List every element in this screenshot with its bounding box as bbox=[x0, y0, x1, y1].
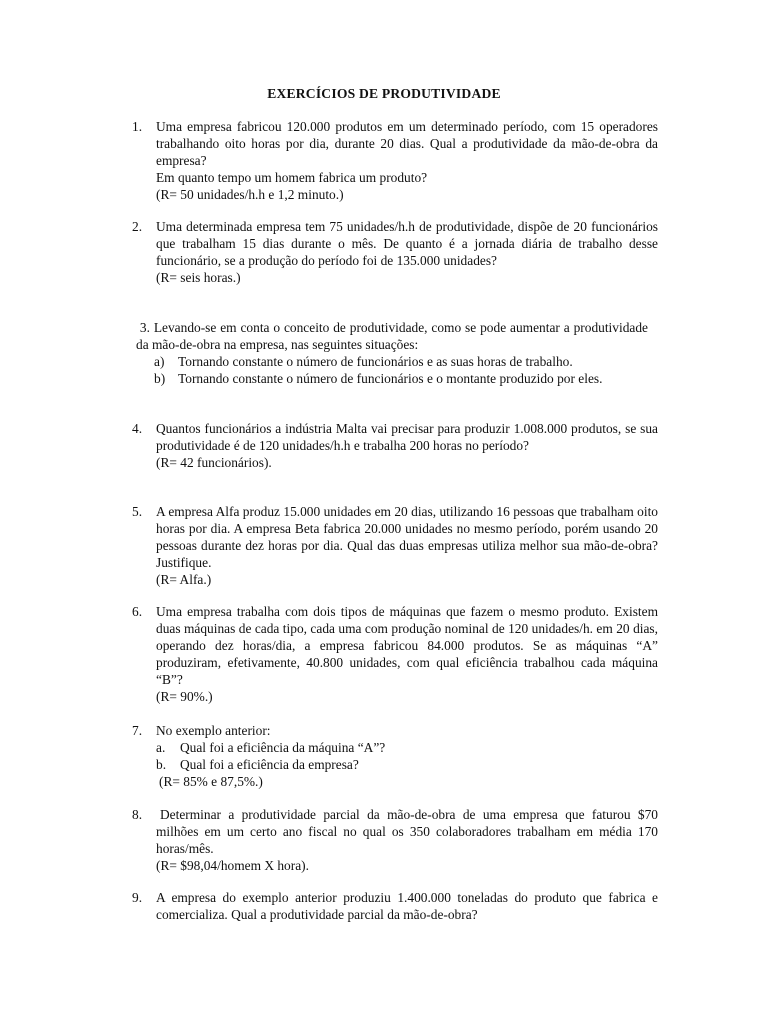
question-answer: (R= seis horas.) bbox=[156, 270, 241, 285]
question-answer: (R= 50 unidades/h.h e 1,2 minuto.) bbox=[156, 187, 344, 202]
question-8 bbox=[132, 806, 658, 874]
sub-item-text: Qual foi a eficiência da empresa? bbox=[180, 757, 359, 772]
question-answer: (R= 42 funcionários). bbox=[156, 455, 272, 470]
sub-item-a bbox=[154, 353, 648, 370]
question-3 bbox=[136, 319, 648, 387]
question-9 bbox=[132, 889, 658, 923]
question-extra: Em quanto tempo um homem fabrica um produto? bbox=[156, 170, 428, 185]
sub-item-text: Tornando constante o número de funcionários e as suas horas de trabalho. bbox=[178, 354, 573, 369]
question-text: 3. Levando-se em conta o conceito de produtividade, como se pode aumentar a produtividade da mão-de-obra na empresa, nas seguintes situações: bbox=[136, 320, 648, 352]
question-text: A empresa Alfa produz 15.000 unidades em 20 dias, utilizando 16 pessoas que trabalham oito horas por dia. A empresa Beta fabrica 20.000 unidades no mesmo período, porém usando 20 pessoas durante dez horas por dia. Qual das duas empresas utiliza melhor sua mão-de-obra? Justifique. bbox=[156, 504, 658, 570]
question-number: 6. bbox=[132, 604, 143, 619]
question-number: 5. bbox=[132, 504, 143, 519]
question-text: No exemplo anterior: bbox=[156, 723, 271, 738]
page-title: EXERCÍCIOS DE PRODUTIVIDADE bbox=[267, 86, 501, 101]
question-number: 9. bbox=[132, 890, 143, 905]
sub-item-b bbox=[156, 756, 658, 773]
question-2 bbox=[132, 218, 658, 286]
sub-item-text: Qual foi a eficiência da máquina “A”? bbox=[180, 740, 386, 755]
question-number: 3. bbox=[139, 320, 150, 335]
question-number: 7. bbox=[132, 723, 143, 738]
question-text: Uma empresa trabalha com dois tipos de máquinas que fazem o mesmo produto. Existem duas máquinas de cada tipo, cada uma com produção nominal de 120 unidades/h. em 20 dias, operando dez horas/dia, a empresa fabricou 84.000 produtos. Se as máquinas “A” produziram, efetivamente, 40.800 unidades, com qual eficiência trabalhou cada máquina “B”? bbox=[156, 604, 658, 687]
sub-item-letter: b) bbox=[154, 371, 166, 386]
question-text: Determinar a produtividade parcial da mão-de-obra de uma empresa que faturou $70 milhões em um certo ano fiscal no qual os 350 colaboradores trabalham em média 170 horas/mês. bbox=[156, 807, 658, 856]
sub-item-letter: a. bbox=[156, 740, 166, 755]
sub-item-letter: a) bbox=[154, 354, 165, 369]
sub-item-letter: b. bbox=[156, 757, 167, 772]
question-7 bbox=[132, 722, 658, 790]
question-text: Uma empresa fabricou 120.000 produtos em um determinado período, com 15 operadores trabalhando oito horas por dia, durante 20 dias. Qual a produtividade da mão-de-obra da empresa? bbox=[156, 119, 658, 168]
question-answer: (R= $98,04/homem X hora). bbox=[156, 858, 309, 873]
question-number: 8. bbox=[132, 807, 143, 822]
question-text: A empresa do exemplo anterior produziu 1.400.000 toneladas do produto que fabrica e comercializa. Qual a produtividade parcial da mão-de-obra? bbox=[156, 890, 658, 922]
question-answer: (R= 85% e 87,5%.) bbox=[159, 774, 263, 789]
question-text: Uma determinada empresa tem 75 unidades/h.h de produtividade, dispõe de 20 funcionários que trabalham 15 dias durante o mês. De quanto é a jornada diária de trabalho desse funcionário, se a produção do período foi de 135.000 unidades? bbox=[156, 219, 658, 268]
question-answer: (R= Alfa.) bbox=[156, 572, 212, 587]
question-number: 4. bbox=[132, 421, 143, 436]
question-number: 2. bbox=[132, 219, 143, 234]
question-6 bbox=[132, 603, 658, 705]
question-text: Quantos funcionários a indústria Malta vai precisar para produzir 1.008.000 produtos, se sua produtividade é de 120 unidades/h.h e trabalha 200 horas no período? bbox=[156, 421, 658, 453]
sub-item-a bbox=[156, 739, 658, 756]
sub-item-b bbox=[154, 370, 648, 387]
question-1 bbox=[132, 118, 658, 203]
question-answer: (R= 90%.) bbox=[156, 689, 213, 704]
question-4 bbox=[132, 420, 658, 471]
question-5 bbox=[132, 503, 658, 588]
question-number: 1. bbox=[132, 119, 143, 134]
sub-item-text: Tornando constante o número de funcionários e o montante produzido por eles. bbox=[178, 371, 603, 386]
